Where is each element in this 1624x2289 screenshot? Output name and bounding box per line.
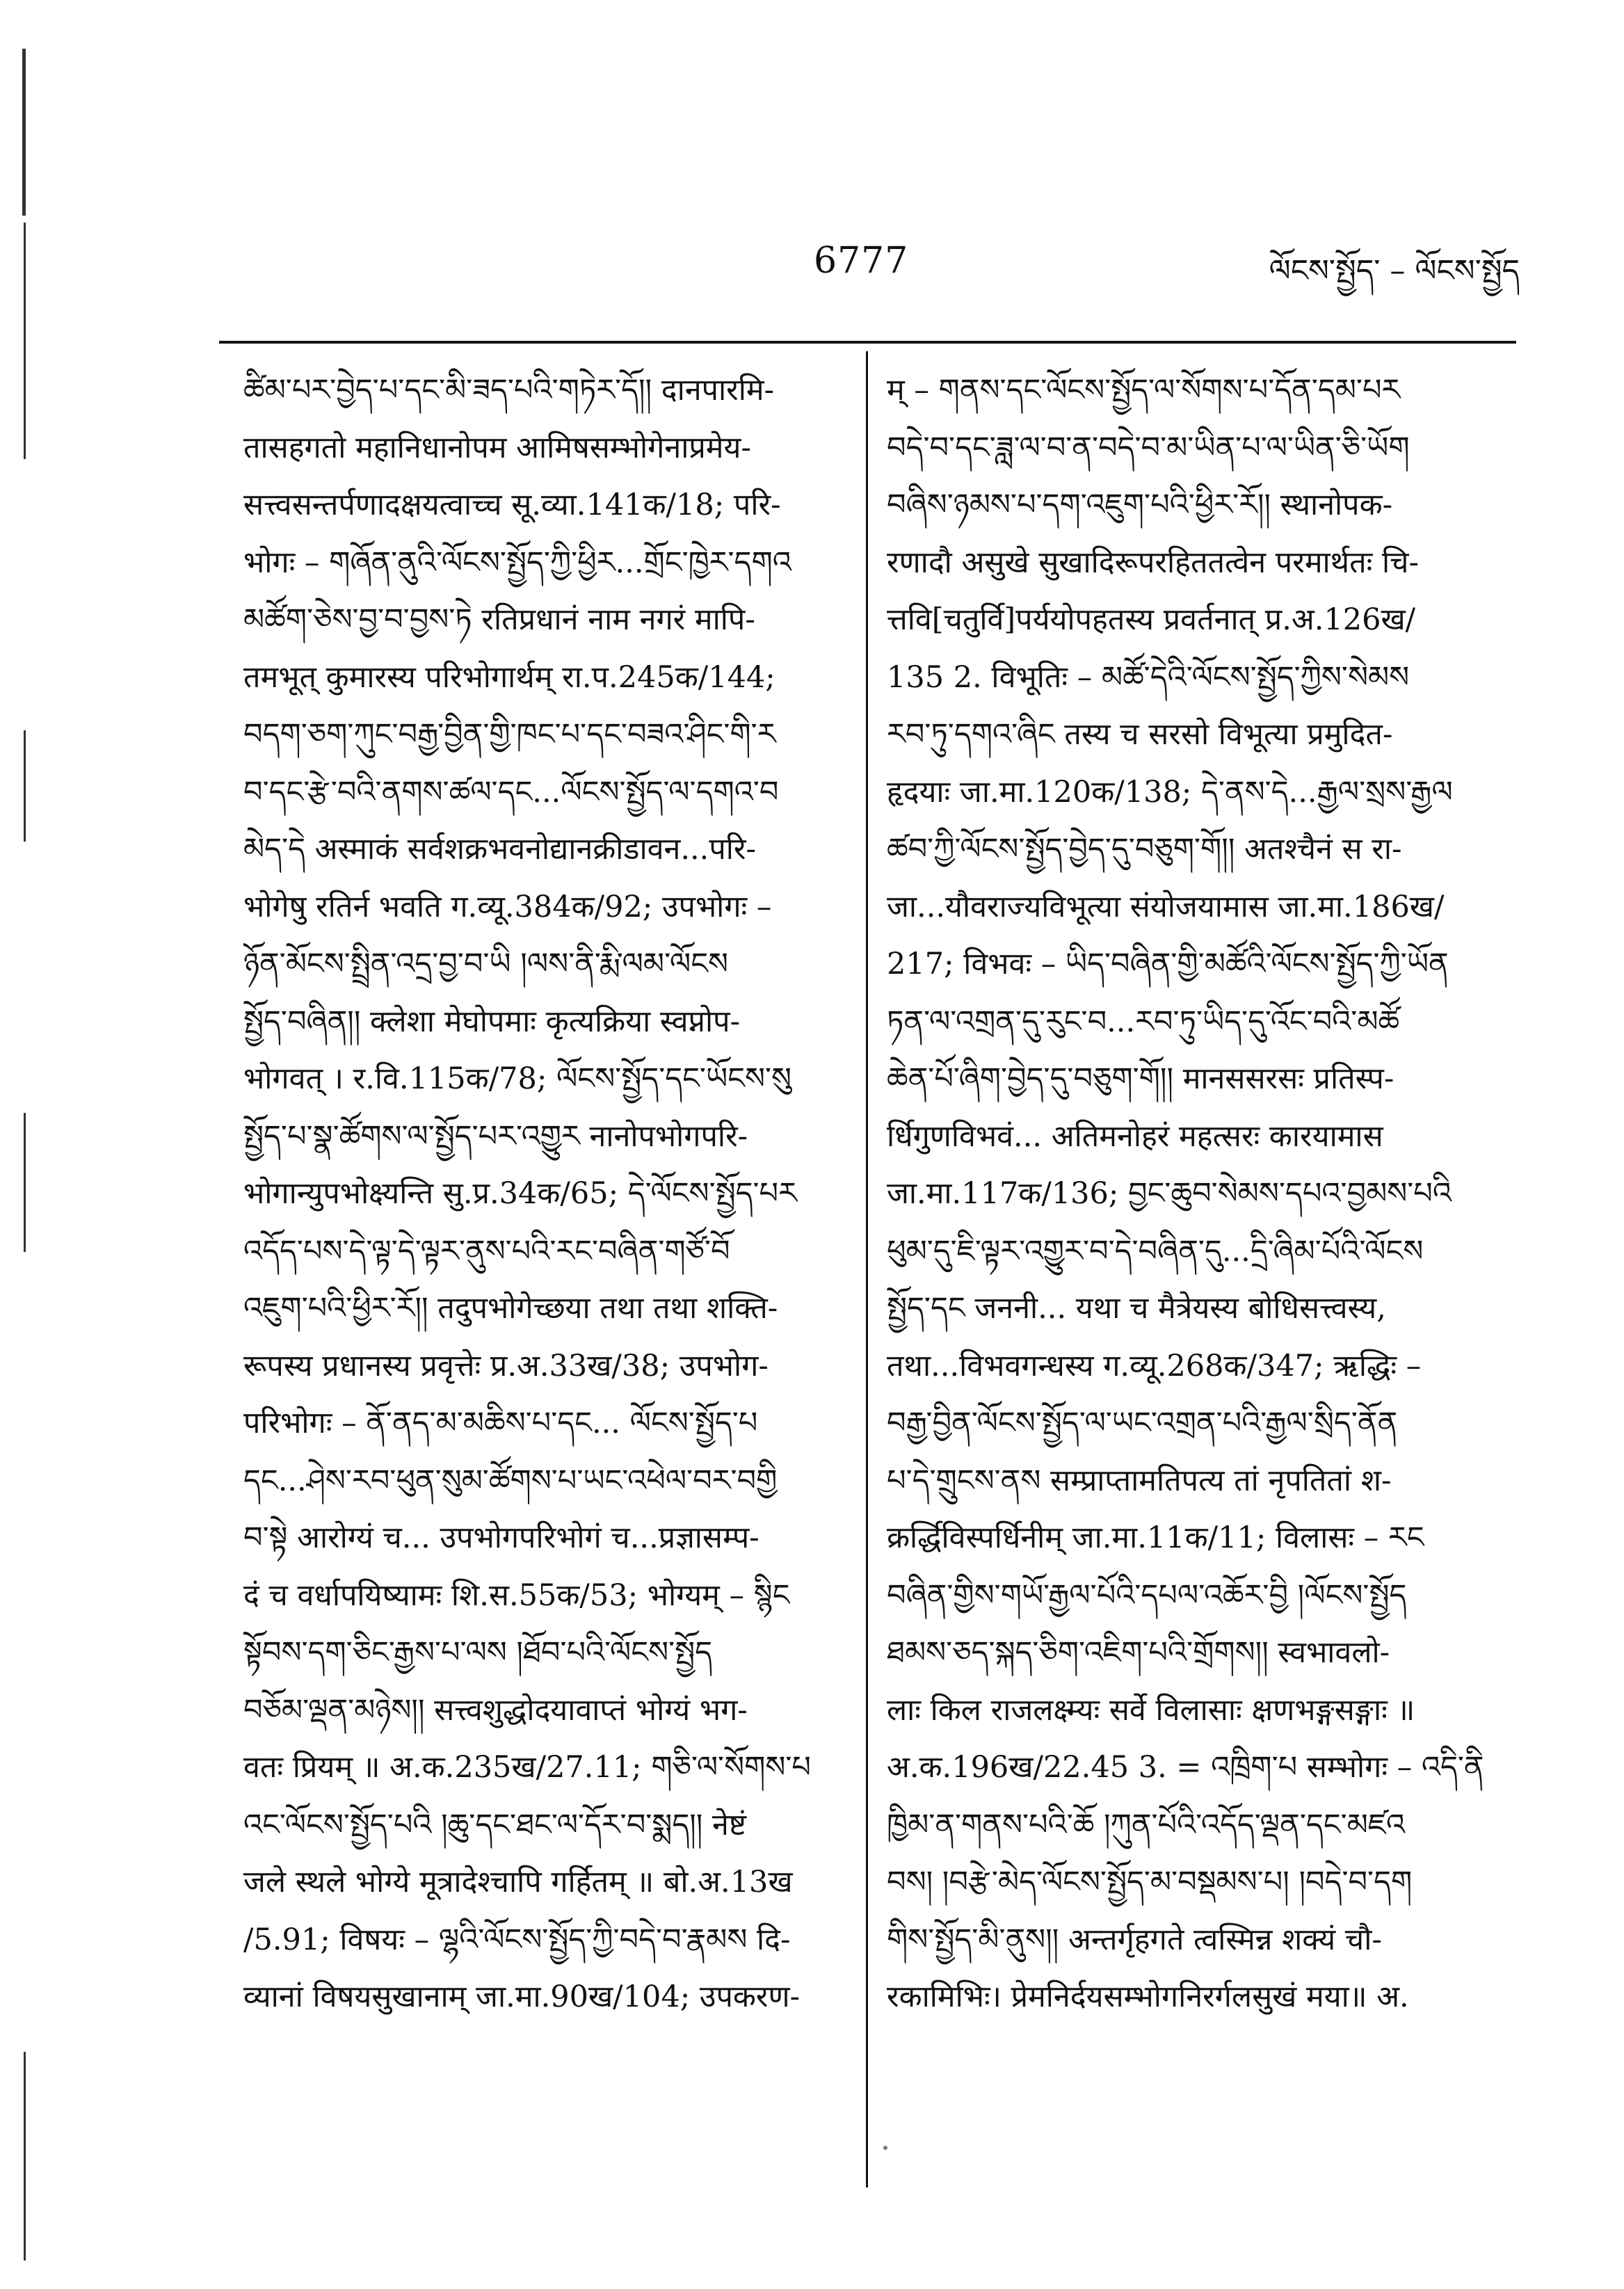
text-line: མེད་དེ अस्माकं सर्वशक्रभवनोद्यानक्रीडावन...परि- (243, 832, 757, 867)
text-line: व्यानां विषयसुखानाम् जा.मा.90ख/104; उपकरण- (243, 1979, 801, 2014)
text-line: रणादौ असुखे सुखादिरूपरहिततत्वेन परमार्थतः चि- (887, 545, 1419, 580)
text-line: ཏན་ལ་འགྲན་དུ་རུང་བ...རབ་ཏུ་ཡིད་དུ་འོང་བའི་མཚོ (887, 1004, 1400, 1039)
text-line: तमभूत् कुमारस्य परिभोगार्थम् रा.प.245क/144; (243, 659, 775, 695)
text-line: दं च वर्धापयिष्यामः शि.स.55क/53; भोग्यम् – སྙིང (243, 1577, 790, 1613)
text-line: हृदयाः जा.मा.120क/138; དེ་ནས་དེ...རྒྱལ་སྲས་རྒྱལ (887, 774, 1453, 810)
text-line: वतः प्रियम् ॥ अ.क.235ख/27.11; གཅི་ལ་སོགས་པ (243, 1750, 811, 1785)
text-line: ཚབ་ཀྱི་ལོངས་སྤྱོད་བྱེད་དུ་བཅུག་གོ།། अतश्चैनं स रा- (887, 832, 1402, 867)
text-line: འང་ལོངས་སྤྱོད་པའི །ཆུ་དང་ཐང་ལ་དོར་བ་སྨད།། नेष्टं (243, 1807, 746, 1842)
text-line: ཚིམ་པར་བྱེད་པ་དང་མི་ཟད་པའི་གཏེར་དོ།། दानपारमि- (243, 373, 775, 408)
text-line: ཉོན་མོངས་སྤྲིན་འདྲ་བྱ་བ་ཡི །ལས་ནི་རྨི་ལམ་ལོངས (243, 947, 729, 981)
running-header: ལོངས་སྤྱོད་ – ལོངས་སྤྱོད (1269, 253, 1520, 289)
text-line: म् – གནས་དང་ལོངས་སྤྱོད་ལ་སོགས་པ་དོན་དམ་པར (887, 373, 1401, 408)
text-line: བདེ་བ་དང་ཟླ་ལ་བ་ན་བདེ་བ་མ་ཡིན་པ་ལ་ཡིན་ཅི་ཡོག (887, 430, 1410, 465)
text-line: ཕུམ་དུ་ཇི་ལྟར་འགྱུར་བ་དེ་བཞིན་དུ...དྲི་ཞིམ་པོའི་ལོངས (887, 1233, 1424, 1269)
text-line: 217; विभवः – ཡིད་བཞིན་གྱི་མཚོའི་ལོངས་སྤྱོད་ཀྱི་ཡོན (887, 947, 1449, 981)
text-line: भोगेषु रतिर्न भवति ग.व्यू.384क/92; उपभोगः – (243, 889, 772, 924)
text-line: अ.क.196ख/22.45 3. = འཁྲིག་པ सम्भोगः – འདི་ནི (887, 1750, 1484, 1785)
edge-mark-bottom (24, 2052, 26, 2260)
text-line: བརྒྱ་བྱིན་ལོངས་སྤྱོད་ལ་ཡང་འགྲན་པའི་རྒྱལ་སྲིད་ནོན (887, 1406, 1398, 1440)
text-line: तथा...विभवगन्धस्य ग.व्यू.268क/347; ऋद्धिः – (887, 1348, 1422, 1383)
text-line: भोगान्युपभोक्ष्यन्ति सु.प्र.34क/65; དེ་ལོངས་སྤྱོད་པར (243, 1176, 797, 1211)
left-column (243, 362, 855, 2026)
text-line: सत्त्वसन्तर्पणादक्षयत्वाच्च सू.व्या.141क/18; परि- (243, 488, 781, 522)
text-line: སྟོབས་དག་ཅིང་རྒྱས་པ་ལས །ཐོབ་པའི་ལོངས་སྤྱོད (243, 1635, 713, 1670)
text-line: བཅོམ་ལྡན་མཉེས།། सत्त्वशुद्धोदयावाप्तं भोग्यं भग- (243, 1692, 748, 1728)
text-line: བ་སྟེ आरोग्यं च... उपभोगपरिभोगं च...प्रज्ञासम्प- (243, 1520, 759, 1555)
text-line: त्तवि[चतुर्वि]पर्ययोपहतस्य प्रवर्तनात् प्र.अ.126ख/ (887, 602, 1416, 637)
edge-mark-mid (24, 730, 26, 842)
text-line: སྤྱོད་པ་སྣ་ཚོགས་ལ་སྤྱོད་པར་འགྱུར नानोपभोगपरि- (243, 1118, 748, 1154)
text-line: བས། །བརྩེ་མེད་ལོངས་སྤྱོད་མ་བསྡམས་པ། །བདེ་བ་དག (887, 1865, 1413, 1900)
text-line: तासहगतो महानिधानोपम आमिषसम्भोगेनाप्रमेय- (243, 430, 751, 465)
text-line: जले स्थले भोग्ये मूत्रादेश्चापि गर्हितम् ॥ बो.अ.13ख (243, 1865, 793, 1900)
text-line: रकामिभिः। प्रेमनिर्दयसम्भोगनिरर्गलसुखं मया॥ अ. (887, 1979, 1409, 2014)
text-line: གིས་སྤྱོད་མི་ནུས།། अन्तर्गृहगते त्वस्मिन्न शक्यं चौ- (887, 1922, 1382, 1957)
page-number: 6777 (814, 240, 909, 282)
text-line: परिभोगः – ནོ་ནད་མ་མཆིས་པ་དང... ལོངས་སྤྱོད་པ (243, 1406, 758, 1440)
header-rule (219, 341, 1516, 344)
right-column (887, 362, 1495, 2026)
column-divider (866, 351, 868, 2187)
edge-mark-lower (24, 1113, 26, 1252)
text-line: འཇུག་པའི་ཕྱིར་རོ།། तदुपभोगेच्छया तथा तथा शक्ति- (243, 1291, 778, 1326)
text-line: क्रर्द्धिविस्पर्धिनीम् जा.मा.11क/11; विलासः – རང (887, 1520, 1424, 1555)
text-line: བཞིན་གྱིས་གཡོ་རྒྱལ་པོའི་དཔལ་འཆོར་བྱི །ལོངས་སྤྱོད (887, 1577, 1407, 1613)
text-line: रूपस्य प्रधानस्य प्रवृत्तेः प्र.अ.33ख/38; उपभोग- (243, 1348, 769, 1383)
text-line: भोगः – གཞོན་ནུའི་ལོངས་སྤྱོད་ཀྱི་ཕྱིར...གྲོང་ཁྱེར་དགའ (243, 545, 791, 580)
text-line: भोगवत् । र.वि.115क/78; ལོངས་སྤྱོད་དང་ཡོངས་སུ (243, 1061, 792, 1096)
scan-edge-marks (13, 0, 40, 2289)
edge-mark-top (22, 49, 26, 216)
text-line: འདོད་པས་དེ་ལྟ་དེ་ལྟར་ནུས་པའི་རང་བཞིན་གཙོ་བོ (243, 1233, 730, 1269)
text-line: བདག་ཅག་ཀུང་བརྒྱ་བྱིན་གྱི་ཁང་པ་དང་བཟའ་ཤིང་གི་ར (243, 717, 776, 752)
text-line: བཞིས་ཉམས་པ་དག་འཇུག་པའི་ཕྱིར་རོ།། स्थानोपक- (887, 488, 1393, 522)
text-line: ཐམས་ཅད་སྐད་ཅིག་འཇིག་པའི་གྲོགས།། स्वभावलो- (887, 1635, 1390, 1670)
text-line: जा.मा.117क/136; བྱང་ཆུབ་སེམས་དཔའ་བྱམས་པའི (887, 1176, 1452, 1211)
text-line: जा...यौवराज्यविभूत्या संयोजयामास जा.मा.186ख/ (887, 889, 1445, 924)
text-line: སྤྱོད་དང जननी... यथा च मैत्रेयस्य बोधिसत्त्वस्य, (887, 1291, 1386, 1326)
text-line: སྤྱོད་བཞིན།། क्लेशा मेघोपमाः कृत्यक्रिया स्वप्नोप- (243, 1004, 741, 1039)
text-line: ཁྱིམ་ན་གནས་པའི་ཆོ །ཀུན་པོའི་འདོད་ལྡན་དང་མཛའ (887, 1807, 1406, 1842)
text-line: ཆེན་པོ་ཞིག་བྱེད་དུ་བཅུག་གོ།། मानससरसः प्रतिस्प- (887, 1061, 1394, 1096)
text-line: པ་དེ་གྲུངས་ནས सम्प्राप्तामतिपत्य तां नृपतितां श- (887, 1463, 1392, 1498)
text-line: /5.91; विषयः – ལྷའི་ལོངས་སྤྱོད་ཀྱི་བདེ་བ་རྣམས दि- (243, 1922, 791, 1957)
text-line: བ་དང་རྩེ་བའི་ནགས་ཚལ་དང...ལོངས་སྤྱོད་ལ་དགའ་བ (243, 774, 779, 810)
text-line: 135 2. विभूतिः – མཚོ་དེའི་ལོངས་སྤྱོད་ཀྱིས་སེམས (887, 659, 1410, 695)
text-line: र्धिगुणविभवं... अतिमनोहरं महत्सरः कारयामास (887, 1118, 1383, 1154)
edge-mark-upper (24, 223, 26, 459)
scan-speck (883, 2146, 887, 2150)
text-line: དང...ཤེས་རབ་ཕུན་སུམ་ཚོགས་པ་ཡང་འཕེལ་བར་བགྱི (243, 1463, 778, 1498)
text-line: མཚོག་ཅེས་བྱ་བ་བྱས་ཏེ रतिप्रधानं नाम नगरं मापि- (243, 602, 755, 637)
text-line: རབ་ཏུ་དགའ་ཞིང तस्य च सरसो विभूत्या प्रमुदित- (887, 717, 1393, 752)
text-line: लाः किल राजलक्ष्म्यः सर्वे विलासाः क्षणभङ्गसङ्गाः ॥ (887, 1692, 1415, 1728)
